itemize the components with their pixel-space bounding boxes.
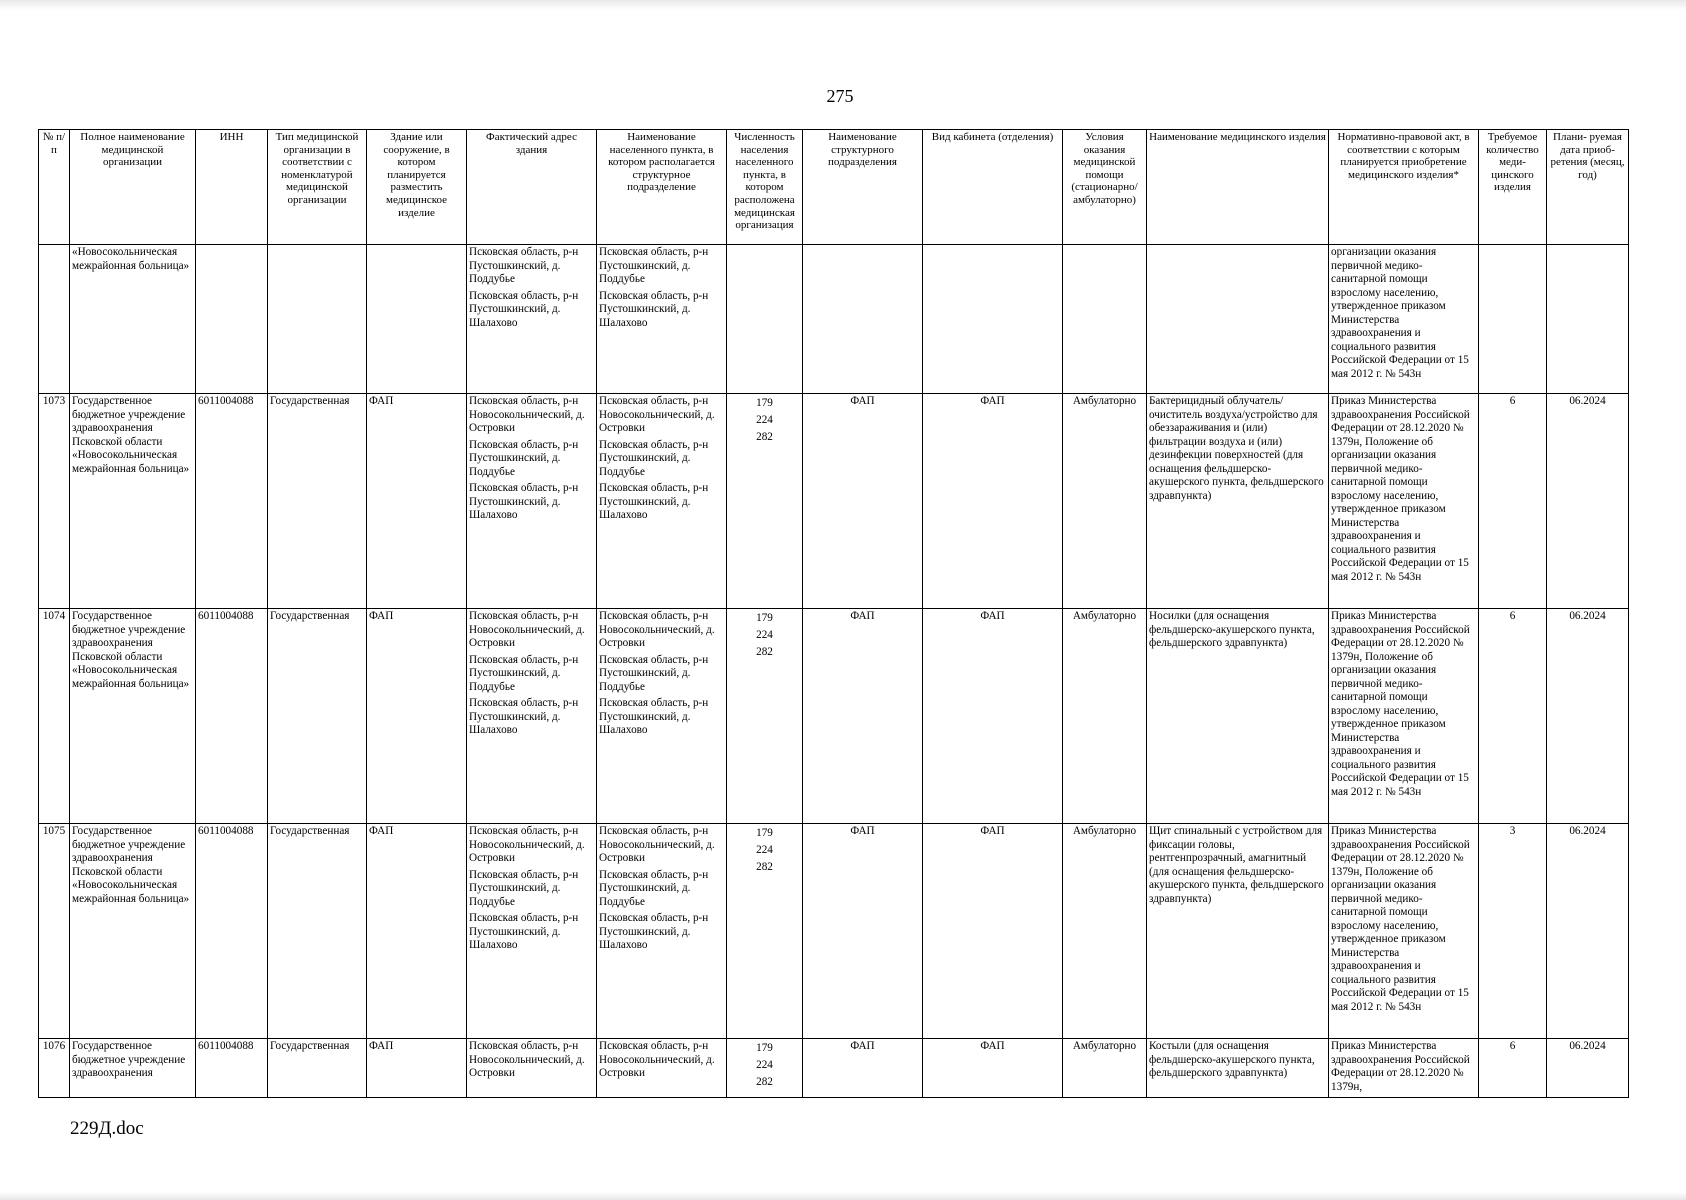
settlement-entry: Псковская область, р-н Пустошкинский, д. Шалахово [599,697,709,736]
num-cell: 1074 [39,609,70,824]
header-cell: Тип медицинской организации в соответствии с номенклатурой медицинской организации [268,130,367,245]
header-cell: Плани- руемая дата приоб- ретения (месяц, год) [1547,130,1629,245]
cabinet-cell: ФАП [923,1039,1063,1098]
type-cell: Государственная [268,609,367,824]
settlement-entry: Псковская область, р-н Новосокольнический, д. Островки [599,395,715,434]
address-cell [467,1039,597,1098]
device-cell: Бактерицидный облучатель/очиститель воздуха/устройство для обеззараживания и (или) фильтрации воздуха и (или) дезинфекции поверхностей (для оснащения фельдшерско-акушерского пункта, фельдшерского здравпункта) [1147,394,1329,609]
address-entry: Псковская область, р-н Пустошкинский, д. Шалахово [469,912,579,951]
settlement-entry: Псковская область, р-н Пустошкинский, д. Поддубье [599,246,709,285]
table-row [39,1039,1629,1098]
act-cell: Приказ Министерства здравоохранения Российской Федерации от 28.12.2020 № 1379н, [1329,1039,1479,1098]
population-value: 224 [756,629,773,641]
inn-cell: 6011004088 [196,1039,268,1098]
unit-cell [803,245,923,394]
inn-cell: 6011004088 [196,824,268,1039]
device-table [38,129,1629,1098]
type-cell: Государственная [268,394,367,609]
quantity-cell: 6 [1479,394,1547,609]
settlement-cell [597,609,727,824]
conditions-cell: Амбулаторно [1063,609,1147,824]
date-cell [1547,245,1629,394]
settlement-cell [597,824,727,1039]
cabinet-cell: ФАП [923,824,1063,1039]
cabinet-cell: ФАП [923,394,1063,609]
header-cell: Вид кабинета (отделения) [923,130,1063,245]
unit-cell: ФАП [803,394,923,609]
quantity-cell [1479,245,1547,394]
settlement-entry: Псковская область, р-н Пустошкинский, д. Поддубье [599,438,709,478]
building-cell [367,245,467,394]
type-cell: Государственная [268,1039,367,1098]
date-cell: 06.2024 [1547,824,1629,1039]
date-cell: 06.2024 [1547,609,1629,824]
device-cell: Костыли (для оснащения фельдшерско-акушерского пункта, фельдшерского здравпункта) [1147,1039,1329,1098]
unit-cell: ФАП [803,609,923,824]
org-cell: Государственное бюджетное учреждение здравоохранения Псковской области «Новосокольническая межрайонная больница» [70,609,196,824]
address-entry: Псковская область, р-н Новосокольнический, д. Островки [469,395,585,434]
cabinet-cell: ФАП [923,609,1063,824]
num-cell: 1075 [39,824,70,1039]
quantity-cell: 3 [1479,824,1547,1039]
building-cell: ФАП [367,609,467,824]
footer-filename: 229Д.doc [70,1118,144,1139]
org-cell: Государственное бюджетное учреждение здравоохранения Псковской области «Новосокольническая межрайонная больница» [70,824,196,1039]
settlement-entry: Псковская область, р-н Пустошкинский, д. Поддубье [599,868,709,908]
header-cell: Фактический адрес здания [467,130,597,245]
num-cell: 1076 [39,1039,70,1098]
conditions-cell [1063,245,1147,394]
population-cell [727,609,803,824]
act-cell: Приказ Министерства здравоохранения Российской Федерации от 28.12.2020 № 1379н, Положение об организации оказания первичной медико-санитарной помощи взрослому населению, утвержденное приказом Министерства здравоохранения и социального развития Российской Федерации от 15 мая 2012 г. № 543н [1329,394,1479,609]
population-value: 224 [756,844,773,856]
settlement-entry: Псковская область, р-н Новосокольнический, д. Островки [599,1040,715,1079]
population-value: 179 [756,827,773,839]
type-cell: Государственная [268,824,367,1039]
population-cell [727,245,803,394]
num-cell [39,245,70,394]
population-value: 282 [756,861,773,873]
header-cell: Наименование структурного подразделения [803,130,923,245]
population-cell [727,394,803,609]
settlement-entry: Псковская область, р-н Пустошкинский, д. Шалахово [599,482,709,521]
settlement-entry: Псковская область, р-н Новосокольнический, д. Островки [599,825,715,864]
settlement-entry: Псковская область, р-н Пустошкинский, д. Шалахово [599,912,709,951]
device-cell: Носилки (для оснащения фельдшерско-акушерского пункта, фельдшерского здравпункта) [1147,609,1329,824]
scan-edge-top [0,0,1686,10]
header-cell: ИНН [196,130,268,245]
inn-cell: 6011004088 [196,394,268,609]
address-entry: Псковская область, р-н Пустошкинский, д. Поддубье [469,438,579,478]
type-cell [268,245,367,394]
population-cell [727,1039,803,1098]
date-cell: 06.2024 [1547,394,1629,609]
population-value: 224 [756,414,773,426]
settlement-cell [597,394,727,609]
settlement-entry: Псковская область, р-н Пустошкинский, д. Поддубье [599,653,709,693]
address-entry: Псковская область, р-н Пустошкинский, д. Поддубье [469,653,579,693]
quantity-cell: 6 [1479,1039,1547,1098]
num-cell: 1073 [39,394,70,609]
cabinet-cell [923,245,1063,394]
population-value: 282 [756,431,773,443]
act-cell: Приказ Министерства здравоохранения Российской Федерации от 28.12.2020 № 1379н, Положение об организации оказания первичной медико-санитарной помощи взрослому населению, утвержденное приказом Министерства здравоохранения и социального развития Российской Федерации от 15 мая 2012 г. № 543н [1329,609,1479,824]
page-number: 275 [826,86,854,106]
quantity-cell: 6 [1479,609,1547,824]
table-row-continuation [39,245,1629,394]
inn-cell: 6011004088 [196,609,268,824]
population-cell [727,824,803,1039]
header-row [39,130,1629,245]
header-cell: Численность населения населенного пункта, в котором расположена медицинская организация [727,130,803,245]
header-cell: Нормативно-правовой акт, в соответствии с которым планируется приобретение медицинского изделия* [1329,130,1479,245]
header-cell: Требуемое количество меди- цинского изделия [1479,130,1547,245]
date-cell: 06.2024 [1547,1039,1629,1098]
conditions-cell: Амбулаторно [1063,824,1147,1039]
population-value: 179 [756,1042,773,1054]
device-cell [1147,245,1329,394]
population-value: 179 [756,612,773,624]
settlement-cell [597,1039,727,1098]
table-row [39,824,1629,1039]
address-cell [467,609,597,824]
address-cell [467,245,597,394]
unit-cell: ФАП [803,1039,923,1098]
scan-edge-bottom [0,1192,1686,1200]
header-cell: Условия оказания медицинской помощи (стационарно/ амбулаторно) [1063,130,1147,245]
address-cell [467,824,597,1039]
address-entry: Псковская область, р-н Пустошкинский, д. Шалахово [469,289,579,329]
header-cell: Полное наименование медицинской организации [70,130,196,245]
unit-cell: ФАП [803,824,923,1039]
address-cell [467,394,597,609]
device-cell: Щит спинальный с устройством для фиксации головы, рентгенпрозрачный, амагнитный (для оснащения фельдшерско-акушерского пункта, фельдшерского здравпункта) [1147,824,1329,1039]
settlement-cell [597,245,727,394]
org-cell: Государственное бюджетное учреждение здравоохранения [70,1039,196,1098]
settlement-entry: Псковская область, р-н Новосокольнический, д. Островки [599,610,715,649]
table-row [39,609,1629,824]
inn-cell [196,245,268,394]
conditions-cell: Амбулаторно [1063,394,1147,609]
address-entry: Псковская область, р-н Пустошкинский, д. Шалахово [469,697,579,736]
address-entry: Псковская область, р-н Пустошкинский, д. Шалахово [469,482,579,521]
building-cell: ФАП [367,394,467,609]
population-value: 282 [756,646,773,658]
org-cell: Государственное бюджетное учреждение здравоохранения Псковской области «Новосокольническая межрайонная больница» [70,394,196,609]
address-entry: Псковская область, р-н Пустошкинский, д. Поддубье [469,868,579,908]
header-cell: Наименование населенного пункта, в котором располагается структурное подразделение [597,130,727,245]
population-value: 224 [756,1059,773,1071]
address-entry: Псковская область, р-н Новосокольнический, д. Островки [469,825,585,864]
act-cell: организации оказания первичной медико-санитарной помощи взрослому населению, утвержденное приказом Министерства здравоохранения и социального развития Российской Федерации от 15 мая 2012 г. № 543н [1329,245,1479,394]
address-entry: Псковская область, р-н Новосокольнический, д. Островки [469,610,585,649]
table-row [39,394,1629,609]
address-entry: Псковская область, р-н Новосокольнический, д. Островки [469,1040,585,1079]
org-cell: «Новосокольническая межрайонная больница» [70,245,196,394]
settlement-entry: Псковская область, р-н Пустошкинский, д. Шалахово [599,289,709,329]
building-cell: ФАП [367,824,467,1039]
building-cell: ФАП [367,1039,467,1098]
header-cell: № п/п [39,130,70,245]
address-entry: Псковская область, р-н Пустошкинский, д. Поддубье [469,246,579,285]
conditions-cell: Амбулаторно [1063,1039,1147,1098]
population-value: 179 [756,397,773,409]
header-cell: Наименование медицинского изделия [1147,130,1329,245]
act-cell: Приказ Министерства здравоохранения Российской Федерации от 28.12.2020 № 1379н, Положение об организации оказания первичной медико-санитарной помощи взрослому населению, утвержденное приказом Министерства здравоохранения и социального развития Российской Федерации от 15 мая 2012 г. № 543н [1329,824,1479,1039]
population-value: 282 [756,1076,773,1088]
header-cell: Здание или сооружение, в котором планируется разместить медицинское изделие [367,130,467,245]
